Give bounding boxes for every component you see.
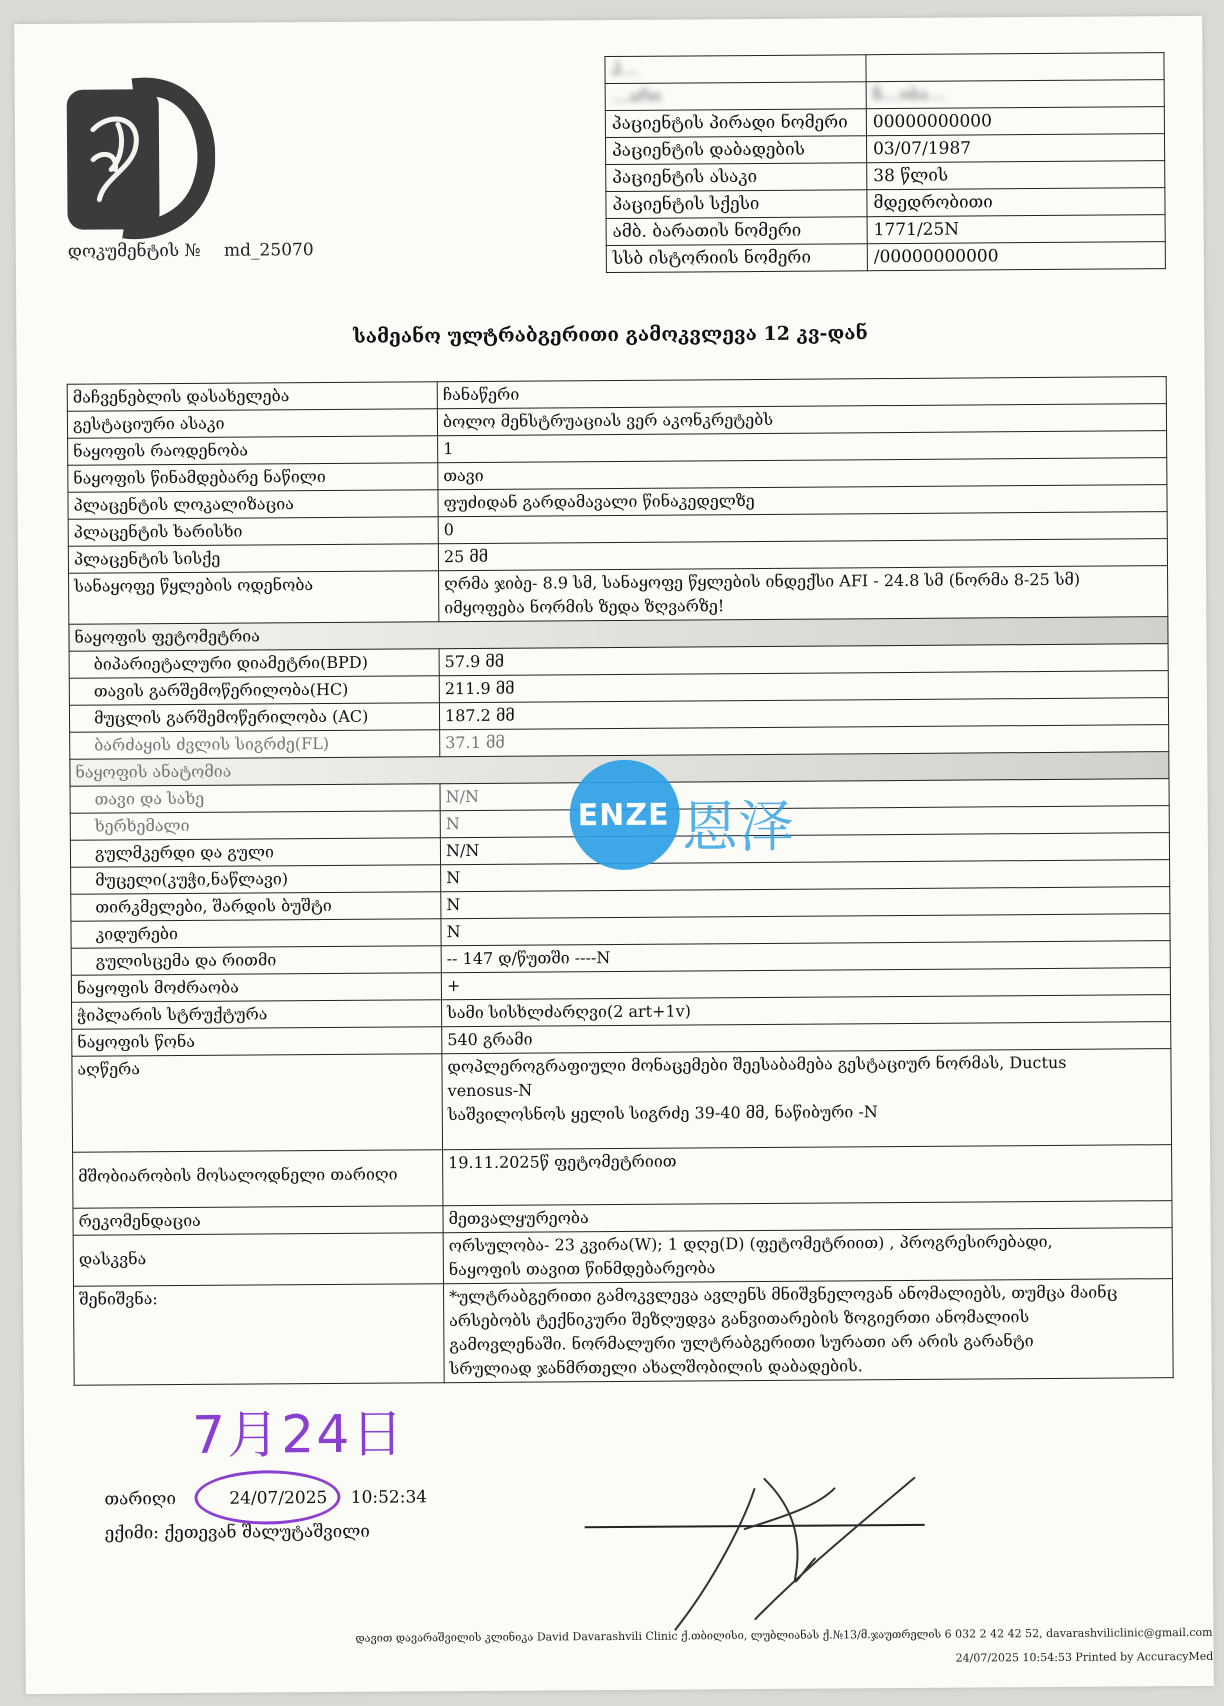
- exam-field-label: მუცლის გარშემოწერილობა (AC): [69, 703, 439, 733]
- exam-field-value: 1: [438, 431, 1167, 463]
- exam-field-value: N/N: [440, 779, 1169, 811]
- exam-field-label: ნაყოფის წონა: [72, 1027, 442, 1057]
- table-row: [606, 188, 1165, 219]
- patient-field-value: [866, 53, 1164, 82]
- exam-field-label: ნაყოფის წინამდებარე ნაწილი: [68, 463, 438, 493]
- table-row: [605, 107, 1164, 138]
- exam-field-label: აღწერა: [72, 1054, 443, 1153]
- table-row: [605, 134, 1164, 165]
- print-footer: 24/07/2025 10:54:53 Printed by AccuracyMed: [955, 1649, 1214, 1665]
- exam-field-value: 19.11.2025წ ფეტომეტრიით: [443, 1145, 1172, 1206]
- patient-field-label: პ…: [605, 55, 866, 84]
- table-row: [605, 53, 1164, 84]
- exam-field-value: N: [441, 887, 1170, 919]
- document-title: სამეანო ულტრაბგერითი გამოკვლევა 12 კვ-დან: [352, 322, 868, 348]
- note-line: სრულიად ჯანმრთელი ახალშობილის დაბადების.: [449, 1356, 863, 1379]
- exam-field-label: ბიპარიეტალური დიამეტრი(BPD): [69, 649, 439, 679]
- exam-field-value: +: [441, 968, 1170, 1000]
- exam-field-value: 540 გრამი: [442, 1022, 1171, 1054]
- table-row: [73, 1279, 1173, 1386]
- note-line: *ულტრაბგერითი გამოკვლევა ავლენს მნიშვნელოვან ანომალიებს, თუმცა მაინც: [449, 1282, 1118, 1307]
- date-label: თარიღი: [104, 1489, 176, 1510]
- table-row: [73, 1228, 1172, 1287]
- patient-field-label: სსბ ისტორიის ნომერი: [606, 244, 867, 273]
- conclusion-line: ნაყოფის თავით წინმდებარეობა: [448, 1258, 716, 1280]
- exam-field-label: პლაცენტის სისქე: [68, 544, 438, 574]
- watermark-text: ENZE: [577, 797, 670, 834]
- doctor-name: ექიმი: ქეთევან შალუტაშვილი: [104, 1521, 370, 1544]
- exam-field-value: სამი სისხლძარღვი(2 art+1v): [442, 995, 1171, 1027]
- exam-field-value: [443, 1228, 1172, 1284]
- table-row: [605, 80, 1164, 111]
- exam-field-value: [443, 1279, 1173, 1383]
- exam-field-value: N/N: [440, 833, 1169, 865]
- exam-field-value: ფუძიდან გარდამავალი წინაკედელზე: [438, 485, 1167, 517]
- patient-field-label: …არი: [605, 82, 866, 111]
- table-row: [72, 1049, 1172, 1153]
- document-page: [14, 16, 1214, 1694]
- document-number-value: md_25070: [223, 240, 314, 261]
- exam-field-label: გესტაციური ასაკი: [67, 409, 437, 439]
- patient-field-label: ამბ. ბარათის ნომერი: [606, 217, 867, 246]
- exam-field-label: მშობიარობის მოსალოდნელი თარიღი: [73, 1150, 443, 1209]
- exam-field-label: თავი და სახე: [70, 784, 440, 814]
- table-row: [606, 242, 1165, 273]
- exam-field-value: 37.1 მმ: [440, 725, 1169, 757]
- exam-field-label: შენიშვნა:: [73, 1284, 444, 1386]
- exam-field-label: ბარძაყის ძვლის სიგრძე(FL): [70, 730, 440, 760]
- exam-field-value: 0: [438, 512, 1167, 544]
- afi-note: იმყოფება ნორმის ზედა ზღვარზე!: [444, 596, 725, 618]
- exam-field-value: თავი: [438, 458, 1167, 490]
- signature-icon: [654, 1458, 935, 1640]
- patient-field-value: /00000000000: [867, 242, 1165, 271]
- exam-field-label: მაჩვენებლის დასახელება: [67, 382, 437, 412]
- description-line: venosus-N: [447, 1080, 533, 1101]
- clinic-footer: დავით დავარაშვილის კლინიკა David Davarashvili Clinic ქ.თბილისი, ლუბლიანას ქ.№13/მ.ჯაუთრელის 6 032 2 42 42 52, davarashviliclinic@gmail.com: [355, 1625, 1213, 1645]
- exam-field-value: N: [440, 806, 1169, 838]
- exam-field-label: პლაცენტის ხარისხი: [68, 517, 438, 547]
- watermark-chinese-text: 恩泽: [681, 794, 795, 861]
- patient-field-value: 1771/25N: [867, 215, 1165, 244]
- exam-field-value: [439, 566, 1168, 622]
- table-row: [69, 566, 1168, 625]
- exam-field-label: სანაყოფე წყლების ოდენობა: [69, 571, 439, 625]
- enze-watermark: [569, 758, 840, 870]
- date-value: 24/07/2025: [229, 1488, 328, 1509]
- exam-field-value: მეთვალყურეობა: [443, 1201, 1172, 1233]
- exam-field-value: [442, 1049, 1172, 1150]
- exam-field-label: ნაყოფის მოძრაობა: [71, 973, 441, 1003]
- document-number: [68, 240, 314, 262]
- time-value: 10:52:34: [350, 1487, 428, 1508]
- exam-field-value: 57.9 მმ: [439, 644, 1168, 676]
- clinic-logo-icon: [63, 69, 216, 240]
- exam-field-value: ბოლო მენსტრუაციას ვერ აკონკრეტებს: [437, 404, 1166, 436]
- conclusion-line: ორსულობა- 23 კვირა(W); 1 დღე(D) (ფეტომეტრიით) , პროგრესირებადი,: [448, 1231, 1053, 1256]
- patient-field-value: 03/07/1987: [866, 134, 1164, 163]
- exam-field-value: 187.2 მმ: [439, 698, 1168, 730]
- patient-field-label: პაციენტის ასაკი: [606, 163, 867, 192]
- exam-field-label: დასკვნა: [73, 1233, 443, 1287]
- date-circle-mark: [194, 1470, 340, 1525]
- exam-field-label: პლაცენტის ლოკალიზაცია: [68, 490, 438, 520]
- patient-field-value: მდედრობითი: [867, 188, 1165, 217]
- patient-field-value: 38 წლის: [867, 161, 1165, 190]
- exam-field-value: -- 147 დ/წუთში ----N: [441, 941, 1170, 973]
- exam-field-value: ჩანაწერი: [437, 377, 1166, 409]
- exam-field-label: გულმკერდი და გული: [70, 838, 440, 868]
- note-line: არსებობს ტექნიკური შეზღუდვა განვითარების ზოგიერთი ანომალიის: [449, 1307, 1030, 1331]
- exam-field-value: 211.9 მმ: [439, 671, 1168, 703]
- table-row: [73, 1145, 1172, 1209]
- patient-field-label: პაციენტის პირადი ნომერი: [605, 109, 866, 138]
- note-line: გამოვლენაში. ნორმალური ულტრაბგერითი სურათი არ არის გარანტი: [449, 1331, 1034, 1355]
- afi-line: ღრმა ჯიბე- 8.9 სმ, სანაყოფე წყლების ინდექსი AFI - 24.8 სმ (ნორმა 8-25 სმ): [444, 569, 1081, 594]
- table-row: [606, 215, 1165, 246]
- exam-field-value: 25 მმ: [438, 539, 1167, 571]
- exam-field-label: რეკომენდაცია: [73, 1206, 443, 1236]
- exam-field-label: ჭიპლარის სტრუქტურა: [72, 1000, 442, 1030]
- section-title: ნაყოფის ანატომია: [70, 752, 1169, 787]
- exam-field-value: N: [441, 914, 1170, 946]
- exam-field-label: კიდურები: [71, 919, 441, 949]
- handwritten-date-note: 7月24日: [191, 1404, 406, 1466]
- patient-field-label: პაციენტის სქესი: [606, 190, 867, 219]
- patient-field-label: პაციენტის დაბადების: [605, 136, 866, 165]
- description-line: საშვილოსნოს ყელის სიგრძე 39-40 მმ, ნაწიბური -N: [447, 1102, 878, 1125]
- patient-field-value: 00000000000: [866, 107, 1164, 136]
- exam-field-label: მუცელი(კუჭი,ნაწლავი): [71, 865, 441, 895]
- exam-table: [67, 376, 1174, 1386]
- exam-field-label: გულისცემა და რითმი: [71, 946, 441, 976]
- description-line: დოპლეროგრაფიული მონაცემები შეესაბამება გესტაციურ ნორმას, Ductus: [447, 1052, 1067, 1077]
- patient-field-value: ნ…იბა…: [866, 80, 1164, 109]
- exam-field-label: თირკმელები, შარდის ბუშტი: [71, 892, 441, 922]
- exam-field-label: ნაყოფის რაოდენობა: [68, 436, 438, 466]
- document-number-label: დოკუმენტის №: [67, 240, 201, 262]
- section-title: ნაყოფის ფეტომეტრია: [69, 617, 1168, 652]
- exam-field-label: ხერხემალი: [70, 811, 440, 841]
- exam-field-value: N: [441, 860, 1170, 892]
- patient-info-table: [604, 52, 1166, 273]
- exam-field-label: თავის გარშემოწერილობა(HC): [69, 676, 439, 706]
- table-row: [606, 161, 1165, 192]
